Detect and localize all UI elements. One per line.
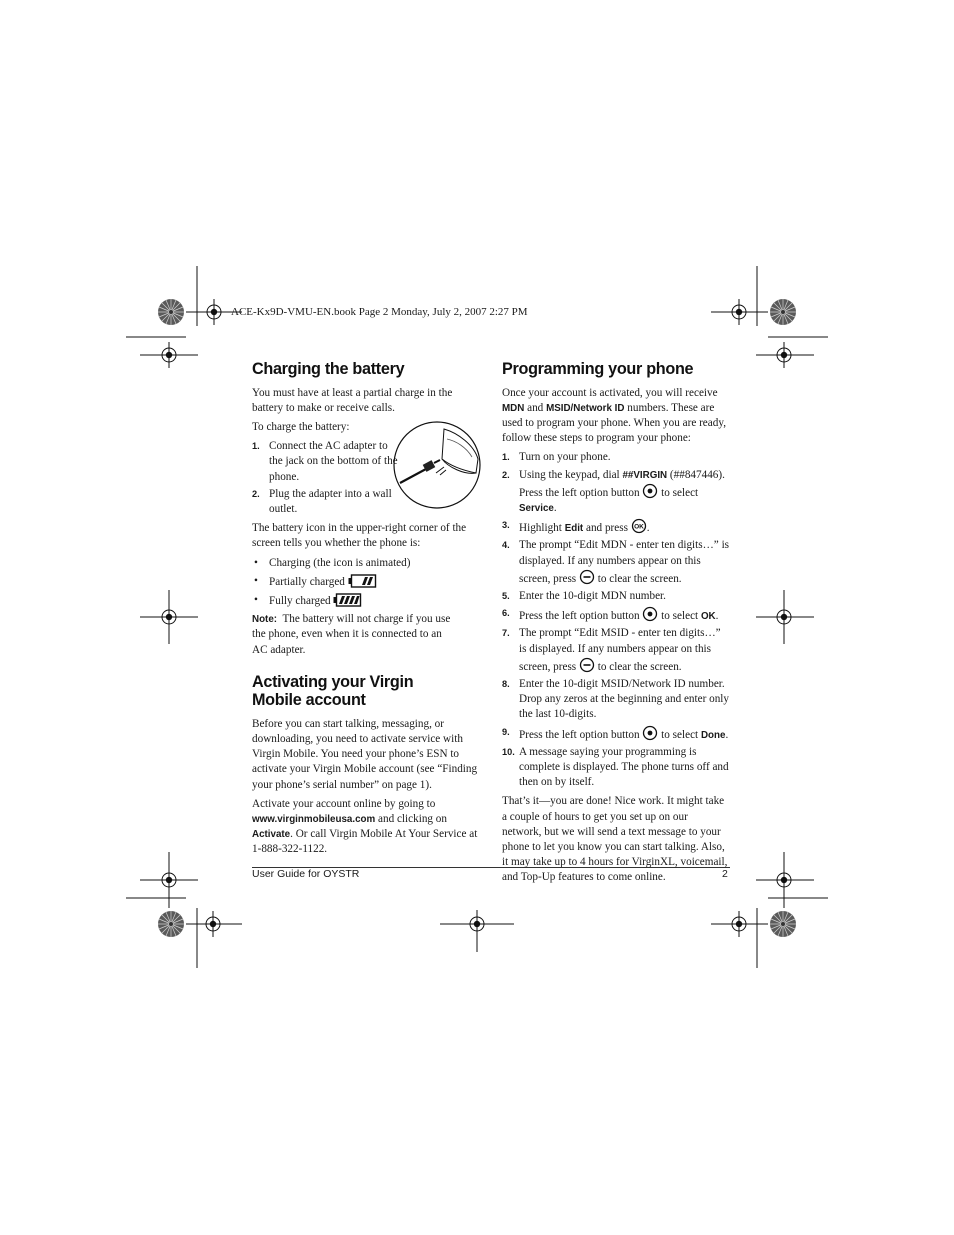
list-item: • Charging (the icon is animated) bbox=[254, 556, 411, 569]
footer-title: User Guide for OYSTR bbox=[252, 868, 360, 880]
programming-closing: That’s it—you are done! Nice work. It might take a couple of hours to get you set up on our network, but we will send a text message to your phone to let you know you can start talking. Also, it may take up to 4 hours for VirginXL, voicemail, and Top-Up features to come online. bbox=[502, 795, 728, 884]
list-item: 1. Connect the AC adapter to the jack on the bottom of the phone. bbox=[252, 440, 398, 483]
clear-key-icon bbox=[579, 657, 595, 673]
list-item: 9. Press the left option button to select Done. bbox=[502, 726, 729, 741]
battery-full-icon bbox=[333, 593, 363, 607]
left-column bbox=[252, 358, 478, 862]
svg-text:OK: OK bbox=[633, 523, 644, 531]
list-item: • Fully charged bbox=[252, 593, 478, 609]
battery-partial-icon bbox=[348, 574, 378, 588]
print-slug: ACE-Kx9D-VMU-EN.book Page 2 Monday, July 2, 2007 2:27 PM bbox=[231, 306, 528, 318]
list-item: 7. The prompt “Edit MSID - enter ten digits…” is displayed. If any numbers appear on this screen, press to clear the screen. bbox=[502, 627, 721, 673]
charging-heading: Charging the battery bbox=[252, 360, 405, 378]
ok-key-icon bbox=[631, 518, 647, 534]
activating-para1: Before you can start talking, messaging, or downloading, you need to activate service with Virgin Mobile. You need your phone’s ESN to activate your Virgin Mobile account (see “Finding your phone’s serial number” on page 1). bbox=[252, 717, 478, 791]
list-item: 2. Plug the adapter into a wall outlet. bbox=[252, 487, 392, 515]
list-item: 5. Enter the 10-digit MDN number. bbox=[502, 589, 666, 602]
programming-intro: Once your account is activated, you will receive MDN and MSID/Network ID numbers. These are used to program your phone. When you are ready, follow these steps to program your phone: bbox=[502, 386, 726, 445]
list-item: 1. Turn on your phone. bbox=[502, 451, 611, 464]
charging-steps bbox=[252, 439, 478, 517]
list-item: 2. Using the keypad, dial ##VIRGIN (##847446). Press the left option button to select Service. bbox=[502, 468, 725, 514]
page-number: 2 bbox=[722, 868, 728, 880]
list-item: 10. A message saying your programming is complete is displayed. The phone turns off and then on by itself. bbox=[502, 745, 729, 789]
activating-para2: Activate your account online by going to www.virginmobileusa.com and clicking on Activate. Or call Virgin Mobile At Your Service at 1-888-322-1122. bbox=[252, 797, 478, 856]
battery-states bbox=[252, 556, 478, 610]
list-item: 3. Highlight Edit and press OK . bbox=[502, 520, 650, 535]
list-item: • Partially charged bbox=[252, 574, 478, 590]
virgin-url-link[interactable]: www.virginmobileusa.com bbox=[252, 813, 376, 825]
charging-intro: You must have at least a partial charge in the battery to make or receive calls. bbox=[252, 386, 453, 414]
battery-icon-text: The battery icon in the upper-right corner of the screen tells you whether the phone is: bbox=[252, 522, 467, 550]
programming-steps bbox=[502, 450, 730, 790]
list-item: 4. The prompt “Edit MDN - enter ten digits…” is displayed. If any numbers appear on this screen, press to clear the screen. bbox=[502, 539, 730, 585]
programming-heading: Programming your phone bbox=[502, 360, 694, 378]
to-charge-text: To charge the battery: bbox=[252, 420, 350, 433]
right-column bbox=[502, 358, 730, 890]
activating-heading: Activating your Virgin Mobile account bbox=[252, 672, 414, 710]
option-button-icon bbox=[642, 606, 658, 622]
option-button-icon bbox=[642, 483, 658, 499]
list-item: 8. Enter the 10-digit MSID/Network ID number. Drop any zeros at the beginning and enter only the last 10-digits. bbox=[502, 677, 730, 721]
option-button-icon bbox=[642, 725, 658, 741]
clear-key-icon bbox=[579, 569, 595, 585]
list-item: 6. Press the left option button to select OK. bbox=[502, 608, 719, 623]
charging-note: Note: The battery will not charge if you use the phone, even when it is connected to an AC adapter. bbox=[252, 613, 451, 656]
